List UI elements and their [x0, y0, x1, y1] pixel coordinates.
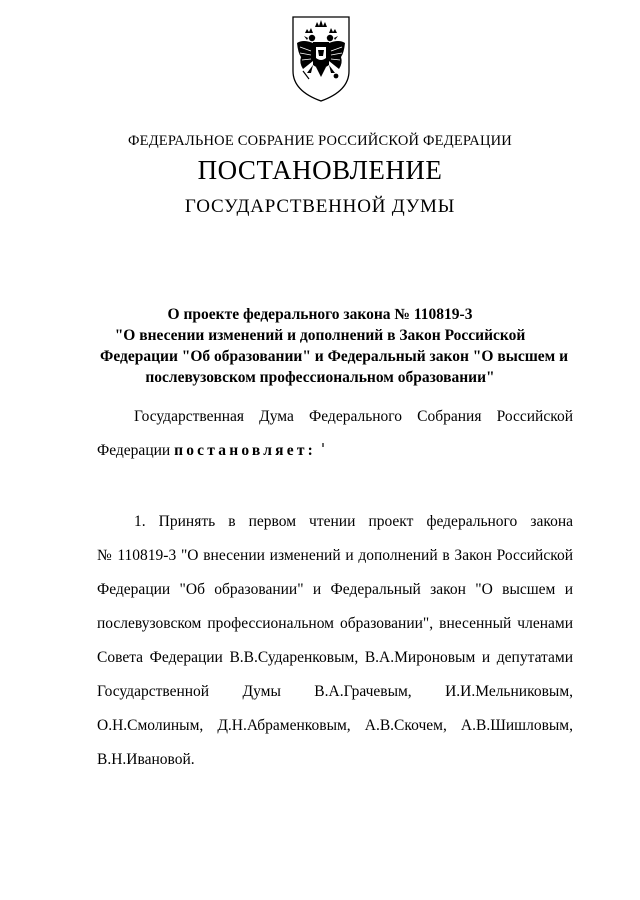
stray-mark — [322, 443, 324, 447]
item-line: № 110819-3 "О внесении изменений и дополнений в Закон Российской — [97, 547, 573, 564]
preamble-paragraph — [97, 400, 573, 468]
preamble-prefix: Федерации — [97, 442, 175, 459]
title-line: О проекте федерального закона № 110819-3 — [167, 306, 473, 323]
item-line: Государственной Думы В.А.Грачевым, И.И.Мельниковым, — [97, 683, 573, 700]
document-title — [100, 304, 569, 388]
preamble-line: Государственная Дума Федерального Собрания Российской — [134, 408, 573, 425]
organization-name: ФЕДЕРАЛЬНОЕ СОБРАНИЕ РОССИЙСКОЙ ФЕДЕРАЦИИ — [128, 133, 512, 149]
item-line: 1. Принять в первом чтении проект федерального закона — [134, 513, 573, 530]
title-line: послевузовском профессиональном образовании" — [145, 369, 495, 386]
item-1-paragraph — [97, 505, 573, 777]
item-line: В.Н.Ивановой. — [97, 751, 195, 768]
issuer-name: ГОСУДАРСТВЕННОЙ ДУМЫ — [184, 196, 456, 217]
resolves-word: постановляет: — [174, 442, 316, 459]
item-line: Федерации "Об образовании" и Федеральный закон "О высшем и — [97, 581, 573, 598]
item-line: послевузовском профессиональном образовании", внесенный членами — [97, 615, 573, 632]
item-line: Совета Федерации В.В.Сударенковым, В.А.Мироновым и депутатами — [97, 649, 573, 666]
document-type: ПОСТАНОВЛЕНИЕ — [197, 155, 443, 185]
preamble-line — [97, 434, 573, 468]
title-line: "О внесении изменений и дополнений в Закон Российской — [114, 327, 526, 344]
item-line: О.Н.Смолиным, Д.Н.Абраменковым, А.В.Скочем, А.В.Шишловым, — [97, 717, 573, 734]
title-line: Федерации "Об образовании" и Федеральный закон "О высшем и — [100, 348, 569, 365]
coat-of-arms-icon — [289, 13, 353, 103]
